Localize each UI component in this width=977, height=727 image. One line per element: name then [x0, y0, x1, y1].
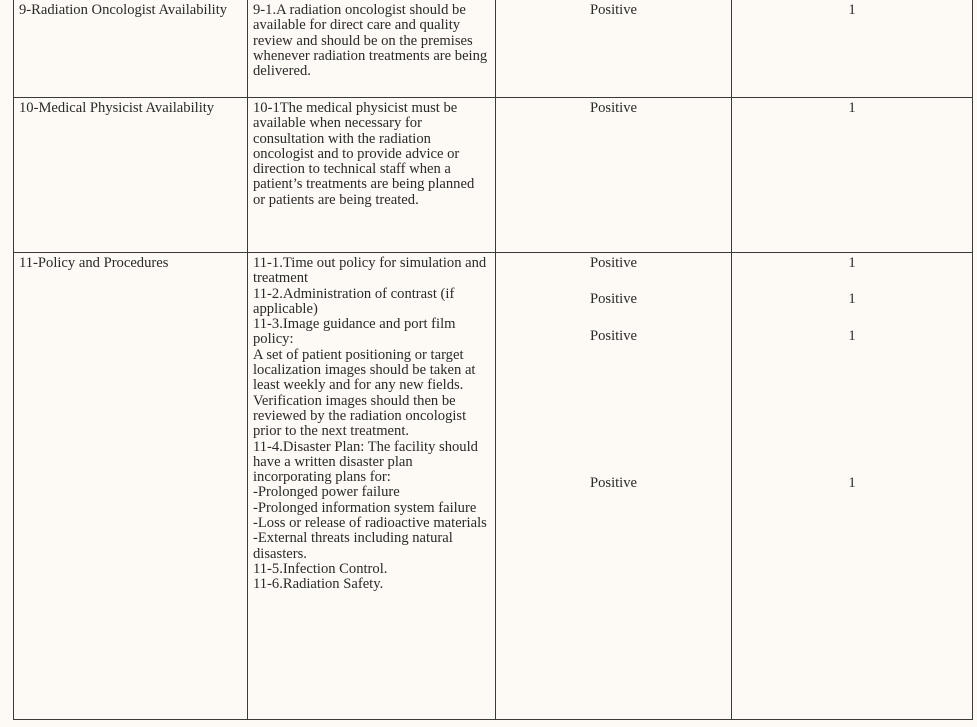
criteria-text: 11-5.Infection Control. — [253, 560, 388, 577]
score-value: 1 — [848, 328, 856, 344]
score-value: 1 — [848, 291, 856, 307]
evaluation-table — [13, 0, 973, 720]
criteria-text: -Prolonged power failure — [253, 484, 400, 501]
result-value: Positive — [589, 475, 638, 491]
domain-cell: 10-Medical Physicist Availability — [14, 98, 248, 253]
criteria-text: A set of patient positioning or target localization images should be taken at least weekly and for any new fields. Verification images should then be reviewed by the radiation oncologist prior to the next treatment. — [253, 346, 476, 440]
criteria-cell — [248, 253, 496, 720]
criteria-text: 10-1The medical physicist must be available when necessary for consultation with the radiation oncologist and to provide advice or direction to technical staff when a patient’s treatments are being planned or patients are being treated. — [253, 100, 475, 208]
criteria-text: -Prolonged information system failure — [253, 499, 477, 516]
score-cell — [732, 253, 973, 720]
score-value: 1 — [848, 255, 856, 271]
result-value: Positive — [589, 328, 638, 344]
score-cell: 1 — [732, 0, 973, 98]
criteria-text: 9-1.A radiation oncologist should be available for direct care and quality review and should be on the premises whenever radiation treatments are being delivered. — [253, 2, 488, 80]
score-value: 1 — [848, 475, 856, 491]
score-stack — [737, 256, 967, 716]
table-row — [14, 0, 973, 98]
score-cell: 1 — [732, 98, 973, 253]
criteria-cell — [248, 0, 496, 98]
criteria-text: 11-3.Image guidance and port film policy: — [253, 316, 456, 348]
criteria-text: 11-2.Administration of contrast (if applicable) — [253, 285, 455, 317]
result-cell — [496, 253, 732, 720]
result-cell: Positive — [496, 98, 732, 253]
table-row — [14, 98, 973, 253]
criteria-text: -External threats including natural disasters. — [253, 530, 453, 562]
table-row — [14, 253, 973, 720]
domain-cell: 11-Policy and Procedures — [14, 253, 248, 720]
criteria-text: 11-1.Time out policy for simulation and treatment — [253, 255, 487, 287]
result-value: Positive — [589, 291, 638, 307]
criteria-text: 11-6.Radiation Safety. — [253, 576, 384, 593]
criteria-text: 11-4.Disaster Plan: The facility should have a written disaster plan incorporating plans for: — [253, 438, 478, 486]
result-cell: Positive — [496, 0, 732, 98]
criteria-cell — [248, 98, 496, 253]
result-stack — [501, 256, 726, 716]
result-value: Positive — [589, 255, 638, 271]
domain-cell: 9-Radiation Oncologist Availability — [14, 0, 248, 98]
criteria-text: -Loss or release of radioactive materials — [253, 515, 487, 532]
